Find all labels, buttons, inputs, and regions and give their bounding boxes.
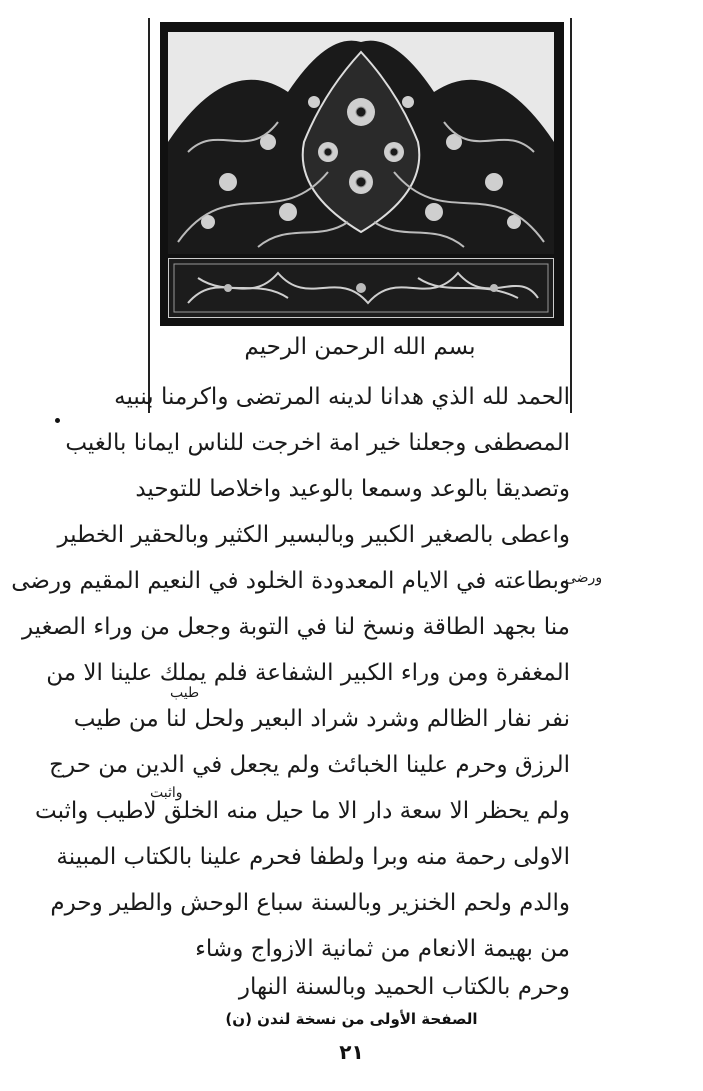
manuscript-line: منا بجهد الطاقة ونسخ لنا في التوبة وجعل من وراء الصغير xyxy=(21,614,570,640)
margin-note: طيب xyxy=(170,685,200,701)
manuscript-line: وحرم بالكتاب الحميد وبالسنة النهار xyxy=(238,974,570,1000)
manuscript-line: نفر نفار الظالم وشرد شراد البعير ولحل لنا من طيب xyxy=(73,706,570,732)
figure-caption: الصفحة الأولى من نسخة لندن (ن) xyxy=(225,1010,478,1028)
page-number: ٢١ xyxy=(339,1040,364,1064)
manuscript-line: والدم ولحم الخنزير وبالسنة سباع الوحش والطير وحرم xyxy=(50,890,570,916)
illuminated-plate xyxy=(160,22,564,326)
stray-mark xyxy=(55,418,60,423)
manuscript-line: وبطاعته في الايام المعدودة الخلود في النعيم المقيم ورضى xyxy=(11,568,570,594)
manuscript-line: الاولى رحمة منه وبرا ولطفا فحرم علينا بالكتاب المبينة xyxy=(56,844,570,870)
margin-note: واثبت xyxy=(150,785,183,801)
title-cartouche xyxy=(168,258,554,318)
margin-rule-right xyxy=(570,18,572,413)
manuscript-line: الحمد لله الذي هدانا لدينه المرتضى واكرمنا بنبيه xyxy=(114,384,570,410)
manuscript-text xyxy=(11,325,570,1005)
illuminated-headpiece xyxy=(168,32,554,254)
manuscript-line: واعطى بالصغير الكبير وبالبسير الكثير وبالحقير الخطير xyxy=(57,522,570,548)
manuscript-line: وتصديقا بالوعد وسمعا بالوعيد واخلاصا للتوحيد xyxy=(135,476,570,502)
manuscript-line: الرزق وحرم علينا الخبائث ولم يجعل في الدين من حرج xyxy=(49,752,570,778)
manuscript-line: المصطفى وجعلنا خير امة اخرجت للناس ايمانا بالغيب xyxy=(65,430,570,456)
manuscript-line: من بهيمة الانعام من ثمانية الازواج وشاء xyxy=(195,936,570,962)
manuscript-line: ولم يحظر الا سعة دار الا ما حيل منه الخلق لاطيب واثبت xyxy=(34,798,570,824)
margin-note: ورضى xyxy=(565,570,603,586)
manuscript-line: المغفرة ومن وراء الكبير الشفاعة فلم يملك علينا الا من xyxy=(46,660,570,686)
basmala-line: بسم الله الرحمن الرحيم xyxy=(244,334,476,360)
